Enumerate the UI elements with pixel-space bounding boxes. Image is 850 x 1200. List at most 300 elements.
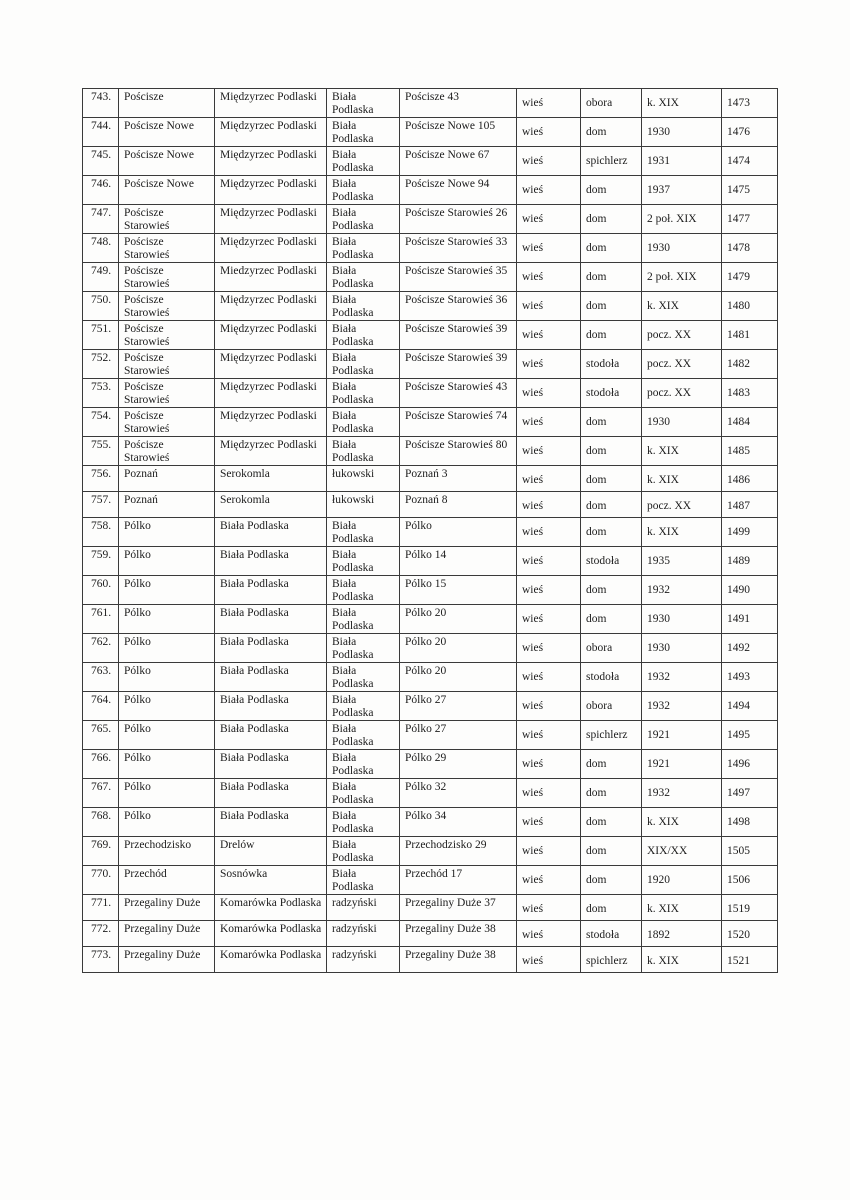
cell-dating: k. XIX	[642, 89, 722, 118]
cell-address: Pościsze Starowieś 33	[400, 234, 517, 263]
cell-building-type: dom	[581, 866, 642, 895]
cell-settlement-type: wieś	[517, 234, 581, 263]
cell-building-type: dom	[581, 437, 642, 466]
cell-commune: Biała Podlaska	[215, 634, 327, 663]
cell-settlement-type: wieś	[517, 576, 581, 605]
cell-commune: Serokomla	[215, 466, 327, 492]
cell-settlement-type: wieś	[517, 466, 581, 492]
cell-building-type: dom	[581, 118, 642, 147]
cell-county: Biała Podlaska	[327, 205, 400, 234]
cell-address: Pólko 27	[400, 692, 517, 721]
cell-commune: Biała Podlaska	[215, 605, 327, 634]
cell-dating: pocz. XX	[642, 492, 722, 518]
cell-building-type: obora	[581, 634, 642, 663]
cell-locality: Pólko	[119, 518, 215, 547]
cell-commune: Międzyrzec Podlaski	[215, 292, 327, 321]
cell-settlement-type: wieś	[517, 437, 581, 466]
cell-row-number: 756.	[83, 466, 119, 492]
cell-settlement-type: wieś	[517, 779, 581, 808]
cell-county: Biała Podlaska	[327, 350, 400, 379]
cell-commune: Międzyrzec Podlaski	[215, 176, 327, 205]
table-row	[83, 518, 778, 547]
cell-building-type: dom	[581, 837, 642, 866]
cell-address: Przegaliny Duże 38	[400, 947, 517, 973]
cell-building-type: dom	[581, 492, 642, 518]
cell-card-number: 1483	[722, 379, 778, 408]
cell-building-type: dom	[581, 234, 642, 263]
cell-card-number: 1506	[722, 866, 778, 895]
cell-card-number: 1481	[722, 321, 778, 350]
cell-dating: 1892	[642, 921, 722, 947]
cell-card-number: 1492	[722, 634, 778, 663]
cell-locality: Pólko	[119, 692, 215, 721]
cell-row-number: 761.	[83, 605, 119, 634]
cell-commune: Biała Podlaska	[215, 692, 327, 721]
cell-address: Pólko 32	[400, 779, 517, 808]
cell-building-type: dom	[581, 205, 642, 234]
cell-address: Pólko 27	[400, 721, 517, 750]
cell-locality: Pościsze Nowe	[119, 176, 215, 205]
cell-address: Pościsze Starowieś 43	[400, 379, 517, 408]
cell-address: Przegaliny Duże 37	[400, 895, 517, 921]
table-row	[83, 176, 778, 205]
monument-register-table	[82, 88, 778, 973]
cell-building-type: dom	[581, 321, 642, 350]
cell-locality: Pólko	[119, 576, 215, 605]
table-row	[83, 547, 778, 576]
cell-settlement-type: wieś	[517, 808, 581, 837]
table-row	[83, 837, 778, 866]
cell-locality: Przegaliny Duże	[119, 947, 215, 973]
cell-locality: Poznań	[119, 492, 215, 518]
cell-row-number: 755.	[83, 437, 119, 466]
cell-locality: Pólko	[119, 547, 215, 576]
cell-commune: Biała Podlaska	[215, 663, 327, 692]
table-row	[83, 437, 778, 466]
cell-locality: Pościsze Starowieś	[119, 234, 215, 263]
cell-card-number: 1505	[722, 837, 778, 866]
cell-county: Biała Podlaska	[327, 692, 400, 721]
cell-county: Biała Podlaska	[327, 750, 400, 779]
cell-address: Pościsze Starowieś 39	[400, 350, 517, 379]
table-row	[83, 466, 778, 492]
cell-commune: Międzyrzec Podlaski	[215, 350, 327, 379]
cell-address: Pościsze Starowieś 39	[400, 321, 517, 350]
cell-locality: Pólko	[119, 605, 215, 634]
cell-county: Biała Podlaska	[327, 408, 400, 437]
cell-address: Pólko 20	[400, 634, 517, 663]
table-row	[83, 779, 778, 808]
cell-card-number: 1480	[722, 292, 778, 321]
cell-commune: Biała Podlaska	[215, 808, 327, 837]
cell-row-number: 770.	[83, 866, 119, 895]
cell-settlement-type: wieś	[517, 147, 581, 176]
cell-row-number: 766.	[83, 750, 119, 779]
cell-dating: k. XIX	[642, 292, 722, 321]
cell-county: Biała Podlaska	[327, 576, 400, 605]
cell-card-number: 1486	[722, 466, 778, 492]
cell-commune: Międzyrzec Podlaski	[215, 437, 327, 466]
cell-settlement-type: wieś	[517, 518, 581, 547]
cell-row-number: 765.	[83, 721, 119, 750]
cell-card-number: 1489	[722, 547, 778, 576]
cell-row-number: 748.	[83, 234, 119, 263]
cell-address: Poznań 8	[400, 492, 517, 518]
cell-card-number: 1479	[722, 263, 778, 292]
cell-card-number: 1473	[722, 89, 778, 118]
cell-dating: k. XIX	[642, 808, 722, 837]
cell-dating: 1932	[642, 663, 722, 692]
cell-card-number: 1485	[722, 437, 778, 466]
cell-dating: XIX/XX	[642, 837, 722, 866]
cell-building-type: spichlerz	[581, 947, 642, 973]
cell-locality: Pościsze Starowieś	[119, 205, 215, 234]
cell-locality: Pólko	[119, 663, 215, 692]
cell-address: Pólko	[400, 518, 517, 547]
cell-county: łukowski	[327, 492, 400, 518]
cell-address: Pościsze 43	[400, 89, 517, 118]
cell-building-type: dom	[581, 605, 642, 634]
cell-address: Pościsze Starowieś 26	[400, 205, 517, 234]
cell-card-number: 1474	[722, 147, 778, 176]
cell-row-number: 749.	[83, 263, 119, 292]
cell-card-number: 1490	[722, 576, 778, 605]
cell-address: Pościsze Starowieś 35	[400, 263, 517, 292]
table-row	[83, 147, 778, 176]
cell-commune: Międzyrzec Podlaski	[215, 321, 327, 350]
table-row	[83, 350, 778, 379]
cell-dating: 1932	[642, 576, 722, 605]
cell-card-number: 1487	[722, 492, 778, 518]
cell-row-number: 746.	[83, 176, 119, 205]
cell-building-type: stodoła	[581, 921, 642, 947]
cell-locality: Pólko	[119, 779, 215, 808]
cell-settlement-type: wieś	[517, 205, 581, 234]
cell-settlement-type: wieś	[517, 321, 581, 350]
cell-locality: Przegaliny Duże	[119, 921, 215, 947]
cell-address: Pólko 34	[400, 808, 517, 837]
cell-card-number: 1494	[722, 692, 778, 721]
cell-settlement-type: wieś	[517, 634, 581, 663]
cell-county: Biała Podlaska	[327, 518, 400, 547]
cell-county: Biała Podlaska	[327, 176, 400, 205]
cell-county: Biała Podlaska	[327, 147, 400, 176]
cell-row-number: 743.	[83, 89, 119, 118]
cell-county: Biała Podlaska	[327, 634, 400, 663]
cell-locality: Pościsze	[119, 89, 215, 118]
cell-county: Biała Podlaska	[327, 866, 400, 895]
cell-locality: Pościsze Starowieś	[119, 263, 215, 292]
cell-building-type: dom	[581, 895, 642, 921]
cell-building-type: obora	[581, 89, 642, 118]
cell-locality: Pościsze Starowieś	[119, 321, 215, 350]
cell-locality: Pościsze Starowieś	[119, 379, 215, 408]
table-row	[83, 118, 778, 147]
cell-locality: Pościsze Starowieś	[119, 408, 215, 437]
cell-settlement-type: wieś	[517, 663, 581, 692]
cell-dating: 1921	[642, 750, 722, 779]
cell-building-type: dom	[581, 292, 642, 321]
cell-card-number: 1491	[722, 605, 778, 634]
cell-locality: Pólko	[119, 808, 215, 837]
cell-row-number: 762.	[83, 634, 119, 663]
cell-commune: Biała Podlaska	[215, 750, 327, 779]
table-row	[83, 292, 778, 321]
cell-card-number: 1495	[722, 721, 778, 750]
table-row	[83, 663, 778, 692]
cell-county: Biała Podlaska	[327, 379, 400, 408]
cell-address: Pólko 14	[400, 547, 517, 576]
cell-settlement-type: wieś	[517, 721, 581, 750]
cell-commune: Sosnówka	[215, 866, 327, 895]
cell-dating: 2 poł. XIX	[642, 205, 722, 234]
cell-address: Pólko 15	[400, 576, 517, 605]
cell-locality: Przechodzisko	[119, 837, 215, 866]
cell-locality: Przechód	[119, 866, 215, 895]
table-row	[83, 634, 778, 663]
cell-building-type: stodoła	[581, 547, 642, 576]
cell-row-number: 764.	[83, 692, 119, 721]
cell-address: Pólko 20	[400, 605, 517, 634]
cell-dating: k. XIX	[642, 437, 722, 466]
cell-dating: k. XIX	[642, 895, 722, 921]
cell-dating: 1931	[642, 147, 722, 176]
table-row	[83, 379, 778, 408]
cell-commune: Biała Podlaska	[215, 779, 327, 808]
cell-county: Biała Podlaska	[327, 779, 400, 808]
cell-building-type: dom	[581, 408, 642, 437]
cell-dating: 1920	[642, 866, 722, 895]
cell-card-number: 1499	[722, 518, 778, 547]
cell-commune: Komarówka Podlaska	[215, 947, 327, 973]
cell-building-type: stodoła	[581, 350, 642, 379]
cell-locality: Pólko	[119, 721, 215, 750]
cell-dating: 1921	[642, 721, 722, 750]
cell-card-number: 1478	[722, 234, 778, 263]
cell-county: Biała Podlaska	[327, 118, 400, 147]
cell-county: Biała Podlaska	[327, 321, 400, 350]
cell-card-number: 1476	[722, 118, 778, 147]
cell-card-number: 1498	[722, 808, 778, 837]
cell-commune: Międzyrzec Podlaski	[215, 118, 327, 147]
cell-dating: 1935	[642, 547, 722, 576]
cell-settlement-type: wieś	[517, 89, 581, 118]
cell-row-number: 754.	[83, 408, 119, 437]
table-row	[83, 866, 778, 895]
table-row	[83, 408, 778, 437]
cell-address: Pościsze Nowe 94	[400, 176, 517, 205]
cell-dating: 1930	[642, 634, 722, 663]
cell-dating: 1937	[642, 176, 722, 205]
cell-address: Przegaliny Duże 38	[400, 921, 517, 947]
cell-commune: Międzyrzec Podlaski	[215, 408, 327, 437]
cell-settlement-type: wieś	[517, 176, 581, 205]
cell-county: Biała Podlaska	[327, 721, 400, 750]
cell-county: Biała Podlaska	[327, 808, 400, 837]
cell-building-type: stodoła	[581, 379, 642, 408]
cell-card-number: 1484	[722, 408, 778, 437]
cell-locality: Poznań	[119, 466, 215, 492]
cell-building-type: dom	[581, 466, 642, 492]
cell-address: Poznań 3	[400, 466, 517, 492]
cell-address: Pościsze Nowe 67	[400, 147, 517, 176]
cell-county: radzyński	[327, 947, 400, 973]
cell-address: Pościsze Starowieś 36	[400, 292, 517, 321]
cell-settlement-type: wieś	[517, 379, 581, 408]
cell-building-type: dom	[581, 176, 642, 205]
cell-building-type: stodoła	[581, 663, 642, 692]
table-body	[83, 89, 778, 973]
cell-settlement-type: wieś	[517, 895, 581, 921]
cell-row-number: 750.	[83, 292, 119, 321]
cell-address: Pólko 29	[400, 750, 517, 779]
cell-locality: Pościsze Nowe	[119, 118, 215, 147]
cell-card-number: 1475	[722, 176, 778, 205]
cell-commune: Komarówka Podlaska	[215, 895, 327, 921]
cell-settlement-type: wieś	[517, 118, 581, 147]
cell-locality: Pościsze Nowe	[119, 147, 215, 176]
cell-commune: Biała Podlaska	[215, 518, 327, 547]
cell-commune: Biała Podlaska	[215, 576, 327, 605]
cell-commune: Drelów	[215, 837, 327, 866]
cell-settlement-type: wieś	[517, 492, 581, 518]
cell-settlement-type: wieś	[517, 837, 581, 866]
cell-card-number: 1496	[722, 750, 778, 779]
cell-building-type: spichlerz	[581, 721, 642, 750]
cell-commune: Międzyrzec Podlaski	[215, 89, 327, 118]
cell-card-number: 1493	[722, 663, 778, 692]
cell-commune: Miedzyrzec Podlaski	[215, 263, 327, 292]
cell-commune: Biała Podlaska	[215, 721, 327, 750]
cell-card-number: 1482	[722, 350, 778, 379]
cell-settlement-type: wieś	[517, 947, 581, 973]
cell-county: Biała Podlaska	[327, 234, 400, 263]
cell-row-number: 758.	[83, 518, 119, 547]
cell-row-number: 769.	[83, 837, 119, 866]
cell-county: łukowski	[327, 466, 400, 492]
cell-commune: Biała Podlaska	[215, 547, 327, 576]
cell-settlement-type: wieś	[517, 866, 581, 895]
cell-settlement-type: wieś	[517, 263, 581, 292]
table-row	[83, 321, 778, 350]
cell-commune: Międzyrzec Podlaski	[215, 234, 327, 263]
cell-commune: Międzyrzec Podlaski	[215, 379, 327, 408]
table-row	[83, 895, 778, 921]
cell-locality: Pościsze Starowieś	[119, 292, 215, 321]
cell-address: Pościsze Nowe 105	[400, 118, 517, 147]
table-row	[83, 750, 778, 779]
cell-settlement-type: wieś	[517, 750, 581, 779]
cell-row-number: 745.	[83, 147, 119, 176]
cell-row-number: 760.	[83, 576, 119, 605]
cell-settlement-type: wieś	[517, 921, 581, 947]
cell-settlement-type: wieś	[517, 605, 581, 634]
cell-dating: 1930	[642, 408, 722, 437]
cell-county: Biała Podlaska	[327, 263, 400, 292]
table-row	[83, 263, 778, 292]
table-row	[83, 921, 778, 947]
cell-county: radzyński	[327, 895, 400, 921]
cell-address: Pólko 20	[400, 663, 517, 692]
cell-dating: k. XIX	[642, 466, 722, 492]
cell-row-number: 747.	[83, 205, 119, 234]
cell-county: Biała Podlaska	[327, 292, 400, 321]
cell-row-number: 768.	[83, 808, 119, 837]
cell-commune: Serokomla	[215, 492, 327, 518]
cell-dating: 1930	[642, 234, 722, 263]
table-row	[83, 721, 778, 750]
table-row	[83, 808, 778, 837]
cell-dating: pocz. XX	[642, 321, 722, 350]
cell-dating: pocz. XX	[642, 350, 722, 379]
cell-row-number: 757.	[83, 492, 119, 518]
cell-commune: Komarówka Podlaska	[215, 921, 327, 947]
cell-commune: Międzyrzec Podlaski	[215, 147, 327, 176]
cell-address: Przechód 17	[400, 866, 517, 895]
cell-building-type: dom	[581, 779, 642, 808]
cell-building-type: dom	[581, 808, 642, 837]
cell-locality: Pólko	[119, 634, 215, 663]
cell-address: Pościsze Starowieś 74	[400, 408, 517, 437]
table-row	[83, 89, 778, 118]
cell-county: Biała Podlaska	[327, 437, 400, 466]
cell-row-number: 759.	[83, 547, 119, 576]
cell-row-number: 773.	[83, 947, 119, 973]
cell-locality: Pólko	[119, 750, 215, 779]
cell-building-type: dom	[581, 263, 642, 292]
table-row	[83, 205, 778, 234]
cell-row-number: 772.	[83, 921, 119, 947]
cell-dating: 1932	[642, 779, 722, 808]
cell-row-number: 767.	[83, 779, 119, 808]
cell-address: Pościsze Starowieś 80	[400, 437, 517, 466]
cell-commune: Międzyrzec Podlaski	[215, 205, 327, 234]
cell-locality: Przegaliny Duże	[119, 895, 215, 921]
cell-settlement-type: wieś	[517, 408, 581, 437]
table-row	[83, 234, 778, 263]
cell-card-number: 1520	[722, 921, 778, 947]
table-row	[83, 692, 778, 721]
cell-row-number: 753.	[83, 379, 119, 408]
table-row	[83, 576, 778, 605]
cell-settlement-type: wieś	[517, 692, 581, 721]
cell-county: Biała Podlaska	[327, 663, 400, 692]
cell-row-number: 752.	[83, 350, 119, 379]
cell-row-number: 763.	[83, 663, 119, 692]
table-row	[83, 947, 778, 973]
cell-card-number: 1497	[722, 779, 778, 808]
table-row	[83, 492, 778, 518]
cell-card-number: 1521	[722, 947, 778, 973]
cell-dating: 1930	[642, 605, 722, 634]
cell-dating: pocz. XX	[642, 379, 722, 408]
cell-settlement-type: wieś	[517, 350, 581, 379]
cell-card-number: 1477	[722, 205, 778, 234]
cell-settlement-type: wieś	[517, 547, 581, 576]
cell-card-number: 1519	[722, 895, 778, 921]
cell-row-number: 744.	[83, 118, 119, 147]
cell-county: Biała Podlaska	[327, 89, 400, 118]
cell-building-type: obora	[581, 692, 642, 721]
cell-row-number: 751.	[83, 321, 119, 350]
cell-county: radzyński	[327, 921, 400, 947]
cell-dating: k. XIX	[642, 947, 722, 973]
cell-county: Biała Podlaska	[327, 605, 400, 634]
cell-county: Biała Podlaska	[327, 837, 400, 866]
cell-building-type: dom	[581, 518, 642, 547]
cell-settlement-type: wieś	[517, 292, 581, 321]
cell-locality: Pościsze Starowieś	[119, 350, 215, 379]
